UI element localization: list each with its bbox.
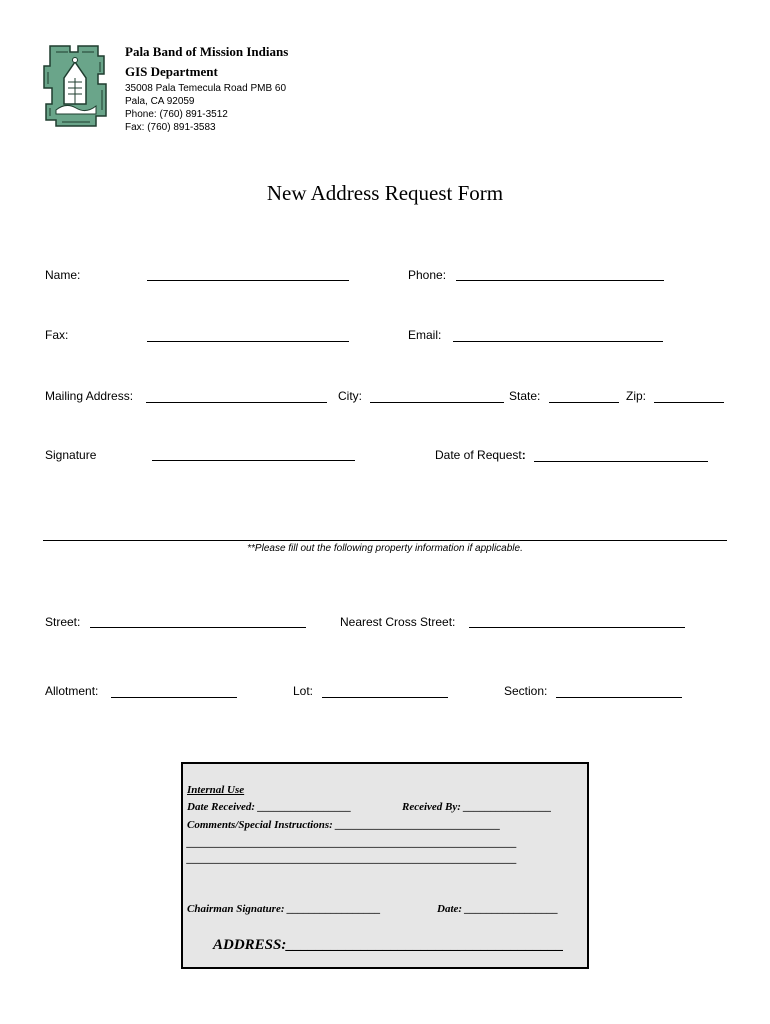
name-label: Name: <box>45 268 81 282</box>
zip-label: Zip: <box>626 389 647 403</box>
phone-field[interactable] <box>456 280 664 281</box>
state-label: State: <box>509 389 541 403</box>
street-label: Street: <box>45 615 81 629</box>
department-name: GIS Department <box>125 64 218 79</box>
mailing-address-label: Mailing Address: <box>45 389 134 403</box>
date-of-request-field[interactable] <box>534 461 708 462</box>
page-title: New Address Request Form <box>266 181 504 205</box>
email-field[interactable] <box>453 341 663 342</box>
phone-label: Phone: <box>408 268 447 282</box>
section-divider <box>43 540 727 541</box>
internal-use-title: Internal Use <box>187 784 245 796</box>
date-received-field[interactable]: Date Received: _________________ <box>187 801 352 813</box>
city-state-zip: Pala, CA 92059 <box>125 96 195 107</box>
section-field[interactable] <box>556 697 682 698</box>
fax-label: Fax: <box>45 328 69 342</box>
email-label: Email: <box>408 328 442 342</box>
phone-number: Phone: (760) 891-3512 <box>125 109 228 120</box>
date-of-request-colon: : <box>521 448 526 462</box>
nearest-cross-street-label: Nearest Cross Street: <box>340 615 456 629</box>
signature-label: Signature <box>45 448 97 462</box>
received-by-field[interactable]: Received By: ________________ <box>402 801 552 813</box>
allotment-label: Allotment: <box>45 684 99 698</box>
internal-use-box <box>181 762 589 969</box>
chairman-signature-field[interactable]: Chairman Signature: _________________ <box>187 903 381 915</box>
street-field[interactable] <box>90 627 306 628</box>
org-name: Pala Band of Mission Indians <box>125 44 289 59</box>
pala-band-logo-icon <box>42 44 108 128</box>
property-note: **Please fill out the following property information if applicable. <box>247 543 523 554</box>
date-of-request-text: Date of Request <box>435 448 522 462</box>
fax-field[interactable] <box>147 341 349 342</box>
zip-field[interactable] <box>654 402 724 403</box>
section-label: Section: <box>504 684 548 698</box>
name-field[interactable] <box>147 280 349 281</box>
comments-line-1[interactable]: ____________________________________________________________ <box>187 837 517 849</box>
signature-field[interactable] <box>152 460 355 461</box>
city-field[interactable] <box>370 402 504 403</box>
comments-field[interactable]: Comments/Special Instructions: ______________________________ <box>187 819 501 831</box>
nearest-cross-street-field[interactable] <box>469 627 685 628</box>
lot-label: Lot: <box>293 684 314 698</box>
lot-field[interactable] <box>322 697 448 698</box>
allotment-field[interactable] <box>111 697 237 698</box>
date-of-request-label <box>435 448 526 462</box>
internal-date-field[interactable]: Date: _________________ <box>437 903 559 915</box>
comments-line-2[interactable]: ____________________________________________________________ <box>187 853 517 865</box>
city-label: City: <box>338 389 362 403</box>
state-field[interactable] <box>549 402 619 403</box>
address-field[interactable]: ADDRESS:_____________________________________ <box>213 937 564 953</box>
street-address: 35008 Pala Temecula Road PMB 60 <box>125 83 287 94</box>
mailing-address-field[interactable] <box>146 402 327 403</box>
fax-number: Fax: (760) 891-3583 <box>125 122 216 133</box>
